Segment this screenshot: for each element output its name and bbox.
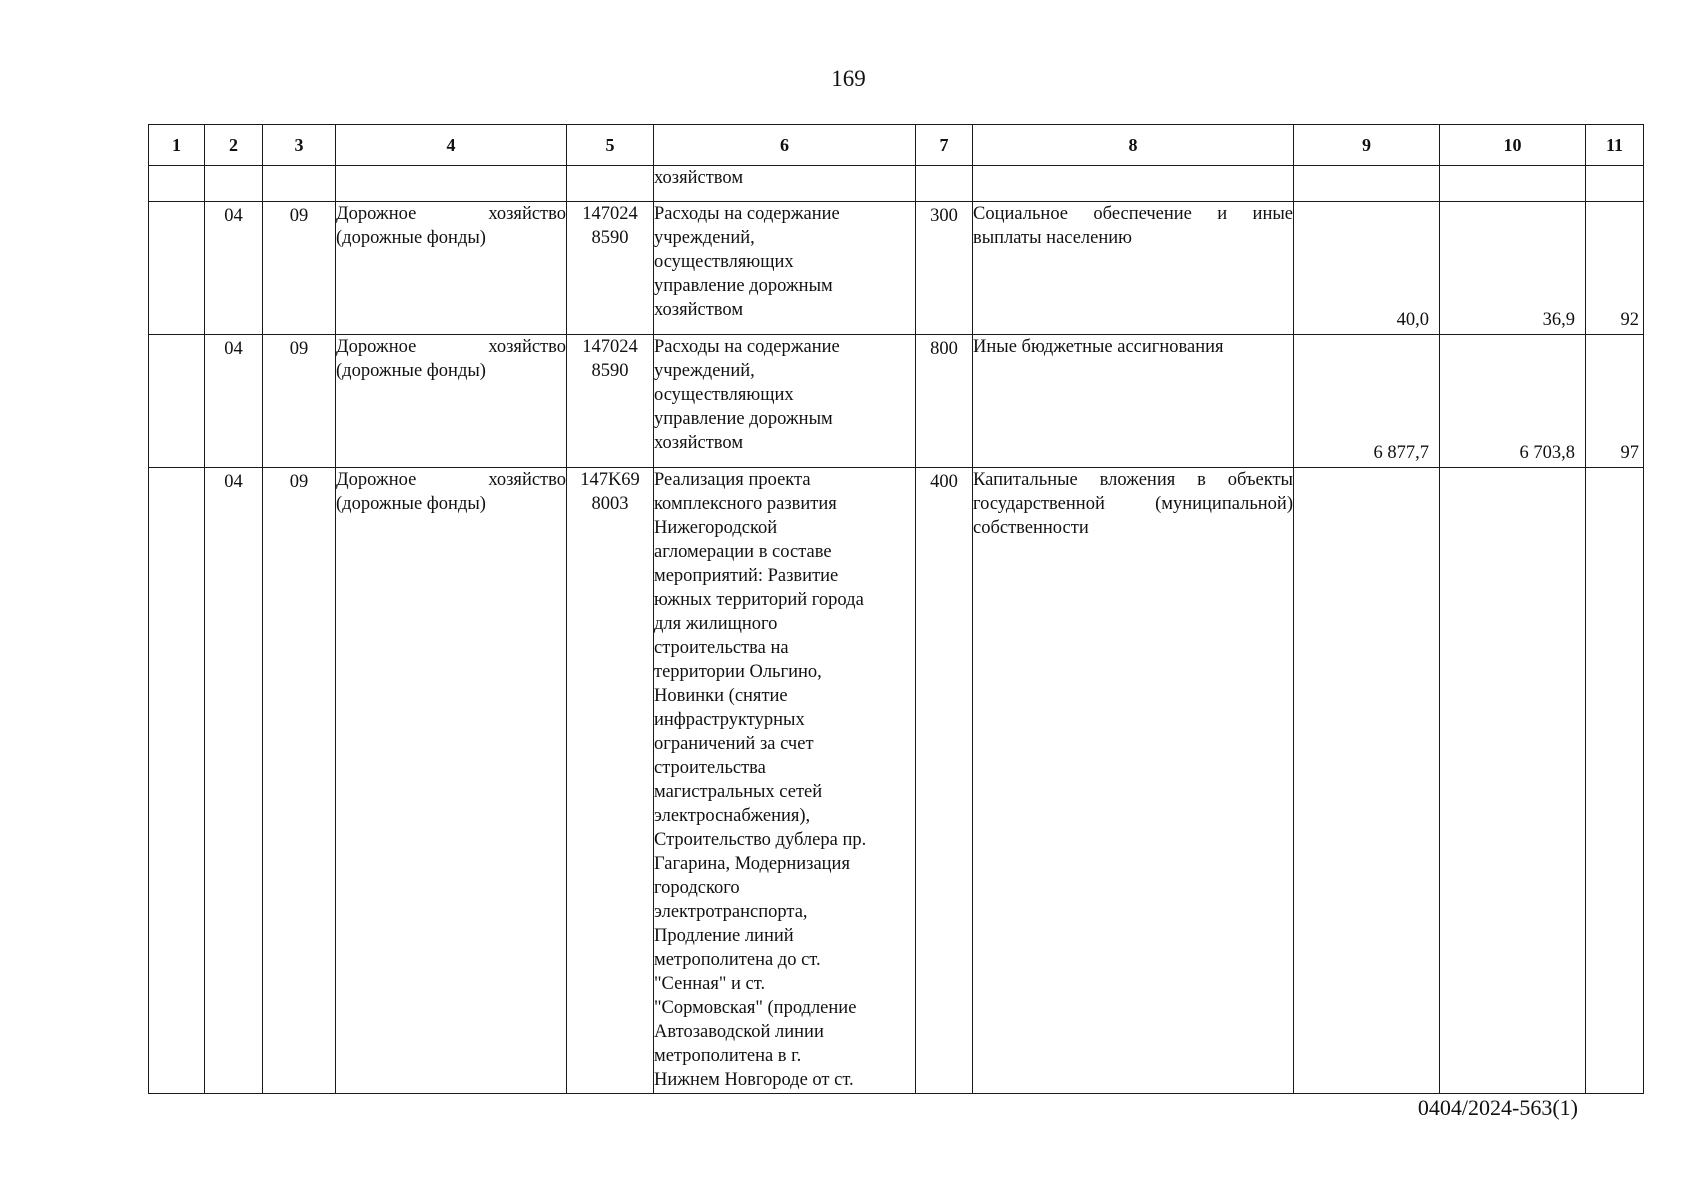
cell-percent: 92 [1586,202,1644,335]
expense-name-line: электроснабжения), [654,806,811,826]
expense-name-line: Продление линий [654,926,794,946]
expense-name-line: городского [654,878,740,898]
cell-plan: 6 877,7 [1294,335,1440,468]
cell-expense-type-name: Капитальные вложения в объекты государственной (муниципальной) собственности [973,468,1294,1094]
cell-expense-type-name: Социальное обеспечение и иные выплаты населению [973,202,1294,335]
cell-section: 04 [205,335,263,468]
expense-name-line: Реализация проекта [654,470,811,490]
cell-expense-name: Расходы на содержание учреждений, осуществляющих управление дорожным хозяйством [654,202,916,335]
cell-subsection: 09 [263,335,336,468]
cell-target-code: 147024 8590 [567,202,654,335]
cell-subsection: 09 [263,202,336,335]
expense-name-line: "Сенная" и ст. [654,974,766,994]
table-row [149,202,1644,335]
expense-name-line: магистральных сетей [654,782,823,802]
cell-target-code: 147K69 8003 [567,468,654,1094]
expense-name-line: строительства [654,758,766,778]
expense-name-line: территории Ольгино, [654,662,822,682]
page-number: 169 [831,66,866,91]
cell-expense-name: Расходы на содержание учреждений, осуществляющих управление дорожным хозяйством [654,335,916,468]
cell-section-name: Дорожное хозяйство (дорожные фонды) [336,468,567,1094]
expense-name-line: метрополитена в г. [654,1046,802,1066]
cell-expense-type: 400 [916,468,973,1094]
expense-name-line: южных территорий города [654,590,864,610]
cell-plan: 40,0 [1294,202,1440,335]
cell-expense-name [654,468,916,1094]
header-col-8: 8 [973,125,1294,166]
expense-name-line: Нижнем Новгороде от ст. [654,1070,854,1090]
expense-name-line: "Сормовская" (продление [654,998,857,1018]
cell-actual: 36,9 [1440,202,1586,335]
header-row [149,125,1644,166]
expense-name-line: метрополитена до ст. [654,950,821,970]
cell-percent: 97 [1586,335,1644,468]
header-col-4: 4 [336,125,567,166]
header-col-7: 7 [916,125,973,166]
header-col-2: 2 [205,125,263,166]
expense-name-line: строительства на [654,638,789,658]
cell-percent [1586,468,1644,1094]
budget-table [148,124,1644,1094]
expense-name-line: электротранспорта, [654,902,808,922]
cell-expense-name: хозяйством [654,166,916,202]
expense-name-line: для жилищного [654,614,778,634]
cell-actual [1440,468,1586,1094]
table-row-continuation [149,166,1644,202]
expense-name-line: мероприятий: Развитие [654,566,839,586]
expense-name-line: Строительство дублера пр. [654,830,867,850]
header-col-10: 10 [1440,125,1586,166]
header-col-9: 9 [1294,125,1440,166]
expense-name-line: ограничений за счет [654,734,814,754]
cell-subsection: 09 [263,468,336,1094]
cell-actual: 6 703,8 [1440,335,1586,468]
cell-section: 04 [205,202,263,335]
expense-name-line: Новинки (снятие [654,686,788,706]
cell-expense-type: 300 [916,202,973,335]
expense-name-line: Автозаводской линии [654,1022,824,1042]
header-col-3: 3 [263,125,336,166]
cell-section-name: Дорожное хозяйство (дорожные фонды) [336,202,567,335]
header-col-6: 6 [654,125,916,166]
expense-name-line: Гагарина, Модернизация [654,854,850,874]
table-row [149,335,1644,468]
header-col-1: 1 [149,125,205,166]
expense-name-line: Нижегородской [654,518,778,538]
cell-section: 04 [205,468,263,1094]
table-row [149,468,1644,1094]
header-col-11: 11 [1586,125,1644,166]
expense-name-line: инфраструктурных [654,710,805,730]
cell-section-name: Дорожное хозяйство (дорожные фонды) [336,335,567,468]
cell-expense-type: 800 [916,335,973,468]
expense-name-line: комплексного развития [654,494,837,514]
cell-expense-type-name: Иные бюджетные ассигнования [973,335,1294,468]
cell-target-code: 147024 8590 [567,335,654,468]
expense-name-line: агломерации в составе [654,542,832,562]
header-col-5: 5 [567,125,654,166]
document-number: 0404/2024-563(1) [1417,1095,1578,1120]
cell-plan [1294,468,1440,1094]
